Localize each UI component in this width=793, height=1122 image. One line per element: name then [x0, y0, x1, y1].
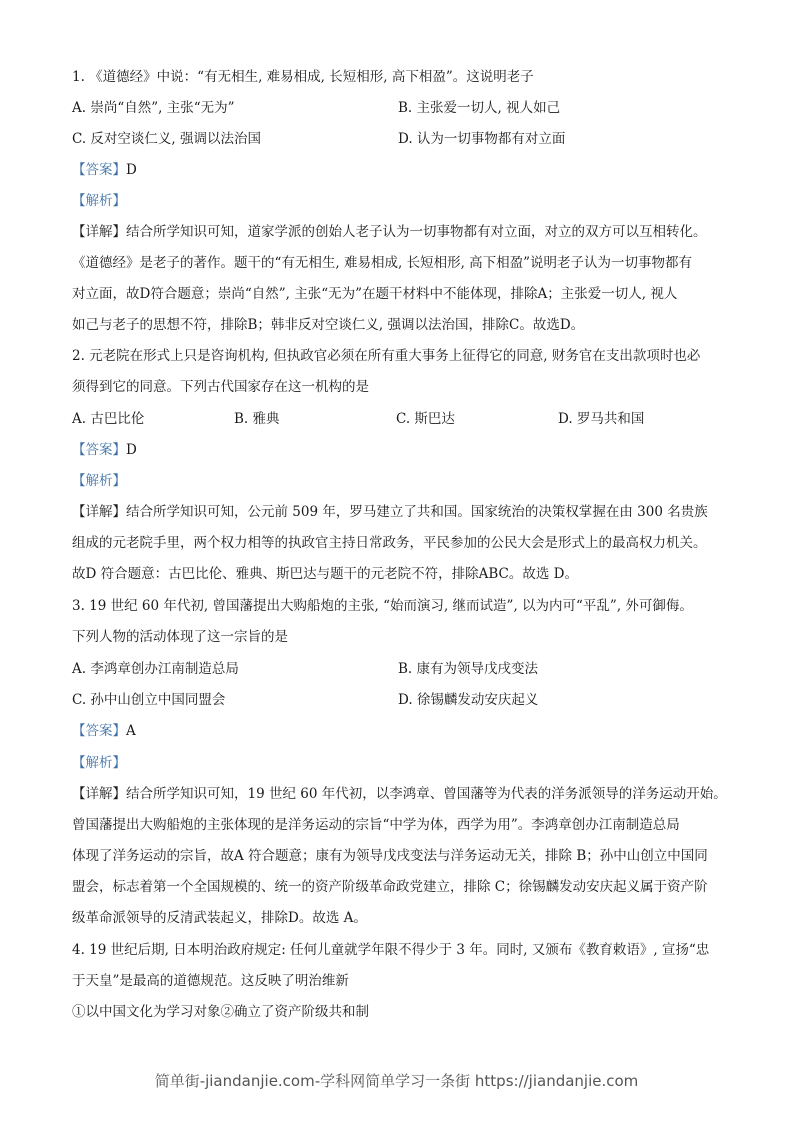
answer-value: A [126, 723, 136, 739]
q3-detail-line: 【详解】结合所学知识可知，19 世纪 60 年代初，以李鸿章、曾国藩等为代表的洋务派领导的洋务运动开始。 [72, 786, 727, 802]
q2-detail-line: 【详解】结合所学知识可知，公元前 509 年，罗马建立了共和国。国家统治的决策权掌握在由 300 名贵族 [72, 504, 708, 520]
q1-option-a: A. 崇尚“自然”, 主张“无为” [72, 100, 235, 116]
answer-label: 【答案】 [72, 723, 126, 739]
q2-answer [72, 441, 137, 459]
q3-option-c: C. 孙中山创立中国同盟会 [72, 692, 226, 708]
q3-option-d: D. 徐锡麟发动安庆起义 [398, 692, 539, 708]
q3-detail-line: 级革命派领导的反清武装起义，排除D。故选 A。 [72, 910, 367, 926]
answer-label: 【答案】 [72, 442, 126, 458]
q4-stem: ①以中国文化为学习对象②确立了资产阶级共和制 [72, 1004, 369, 1020]
q3-detail-line: 曾国藩提出大购船炮的主张体现的是洋务运动的宗旨“中学为体，西学为用”。李鸿章创办江南制造总局 [72, 817, 680, 833]
q2-option-b: B. 雅典 [234, 411, 280, 427]
q3-answer [72, 722, 136, 740]
q1-option-c: C. 反对空谈仁义, 强调以法治国 [72, 131, 262, 147]
q2-option-a: A. 古巴比伦 [72, 411, 145, 427]
q1-option-b: B. 主张爱一切人, 视人如己 [398, 100, 561, 116]
q4-stem: 4. 19 世纪后期, 日本明治政府规定: 任何儿童就学年限不得少于 3 年。同时, 又颁布《教育敕语》, 宣扬“忠 [72, 942, 710, 958]
q2-stem: 须得到它的同意。下列古代国家存在这一机构的是 [72, 379, 369, 395]
q2-analysis-label: 【解析】 [72, 473, 126, 489]
q2-detail-line: 故D 符合题意：古巴比伦、雅典、斯巴达与题干的元老院不符，排除ABC。故选 D。 [72, 566, 578, 582]
q2-detail-line: 组成的元老院手里，两个权力相等的执政官主持日常政务，平民参加的公民大会是形式上的最高权力机关。 [72, 535, 707, 551]
q3-stem: 下列人物的活动体现了这一宗旨的是 [72, 629, 288, 645]
q1-detail-line: 对立面，故D符合题意；崇尚“自然”, 主张“无为”在题干材料中不能体现，排除A；主张爱一切人, 视人 [72, 286, 678, 302]
q2-option-c: C. 斯巴达 [396, 411, 455, 427]
q1-detail-line: 【详解】结合所学知识可知，道家学派的创始人老子认为一切事物都有对立面，对立的双方可以互相转化。 [72, 224, 707, 240]
q3-detail-line: 盟会，标志着第一个全国规模的、统一的资产阶级革命政党建立，排除 C；徐锡麟发动安庆起义属于资产阶 [72, 879, 708, 895]
footer-watermark: 简单街-jiandanjie.com-学科网简单学习一条街 https://jiandanjie.com [154, 1072, 639, 1090]
q2-stem: 2. 元老院在形式上只是咨询机构, 但执政官必须在所有重大事务上征得它的同意, 财务官在支出款项时也必 [72, 348, 701, 364]
q3-option-a: A. 李鸿章创办江南制造总局 [72, 661, 239, 677]
q1-stem: 1. 《道德经》中说：“有无相生, 难易相成, 长短相形, 高下相盈”。这说明老子 [72, 69, 534, 85]
q4-stem: 于天皇”是最高的道德规范。这反映了明治维新 [72, 973, 349, 989]
q3-analysis-label: 【解析】 [72, 755, 126, 771]
q3-option-b: B. 康有为领导戊戌变法 [398, 661, 539, 677]
answer-value: D [126, 442, 137, 458]
q1-answer [72, 161, 137, 179]
answer-value: D [126, 162, 137, 178]
q2-option-d: D. 罗马共和国 [558, 411, 645, 427]
q1-detail-line: 如己与老子的思想不符，排除B；韩非反对空谈仁义, 强调以法治国，排除C。故选D。 [72, 317, 585, 333]
q3-detail-line: 体现了洋务运动的宗旨，故A 符合题意；康有为领导戊戌变法与洋务运动无关，排除 B；孙中山创立中国同 [72, 848, 708, 864]
q3-stem: 3. 19 世纪 60 年代初, 曾国藩提出大购船炮的主张, “始而演习, 继而试造”, 以为内可“平乱”, 外可御侮。 [72, 598, 693, 614]
q1-detail-line: 《道德经》是老子的著作。题干的“有无相生, 难易相成, 长短相形, 高下相盈”说明老子认为一切事物都有 [72, 255, 693, 271]
q1-analysis-label: 【解析】 [72, 193, 126, 209]
answer-label: 【答案】 [72, 162, 126, 178]
q1-option-d: D. 认为一切事物都有对立面 [398, 131, 566, 147]
